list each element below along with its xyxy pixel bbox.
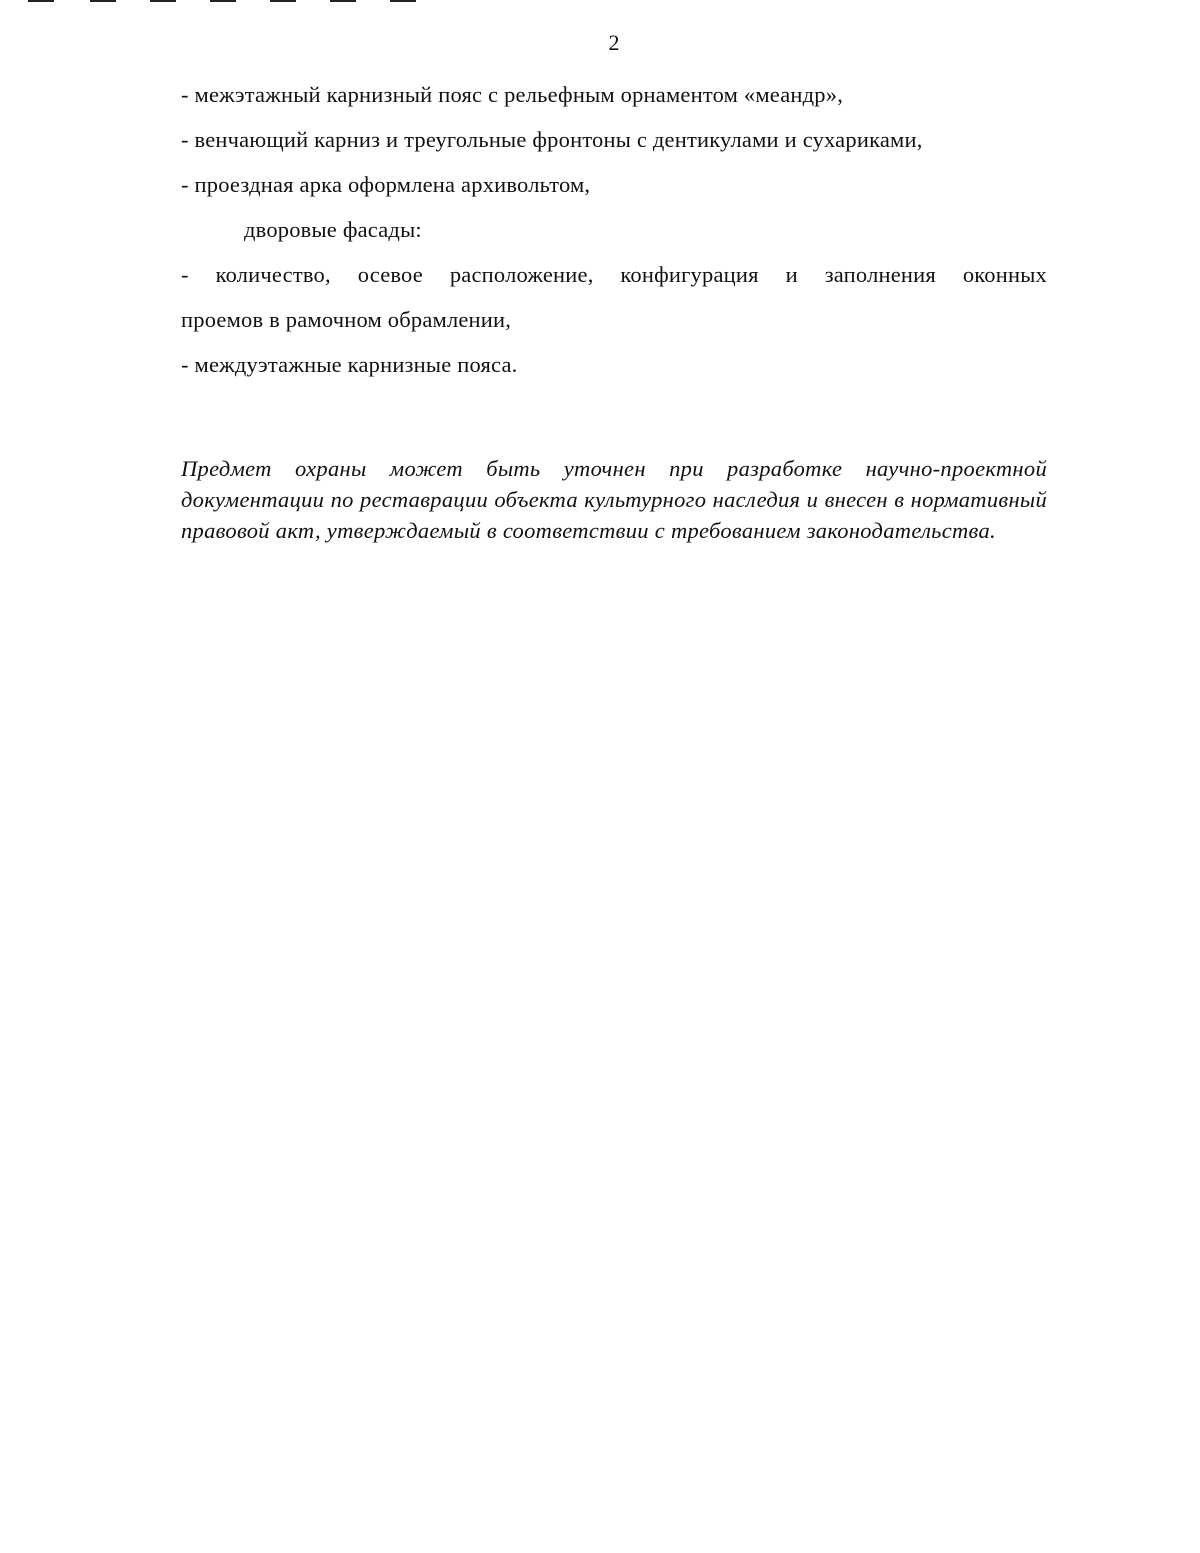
scan-mark	[28, 0, 54, 2]
body-text	[181, 80, 1047, 380]
scan-mark	[210, 0, 236, 2]
list-item: - количество, осевое расположение, конфигурация и заполнения оконных	[181, 262, 1047, 287]
list-item-continuation: проемов в рамочном обрамлении,	[181, 307, 512, 332]
top-scan-marks	[0, 0, 1200, 6]
scan-mark	[150, 0, 176, 2]
list-item: - междуэтажные карнизные пояса.	[181, 352, 518, 377]
list-item: - межэтажный карнизный пояс с рельефным орнаментом «меандр»,	[181, 82, 844, 107]
scan-mark	[330, 0, 356, 2]
page-number: 2	[608, 30, 620, 55]
scan-mark	[390, 0, 416, 2]
section-heading: дворовые фасады:	[244, 217, 422, 242]
scan-mark	[90, 0, 116, 2]
protection-note: Предмет охраны может быть уточнен при разработке научно-проектной документации по реставрации объекта культурного наследия и внесен в нормативный правовой акт, утверждаемый в соответствии с требованием законодательства.	[181, 455, 1047, 543]
scan-mark	[270, 0, 296, 2]
list-item: - венчающий карниз и треугольные фронтоны с дентикулами и сухариками,	[181, 127, 923, 152]
list-item: - проездная арка оформлена архивольтом,	[181, 172, 591, 197]
